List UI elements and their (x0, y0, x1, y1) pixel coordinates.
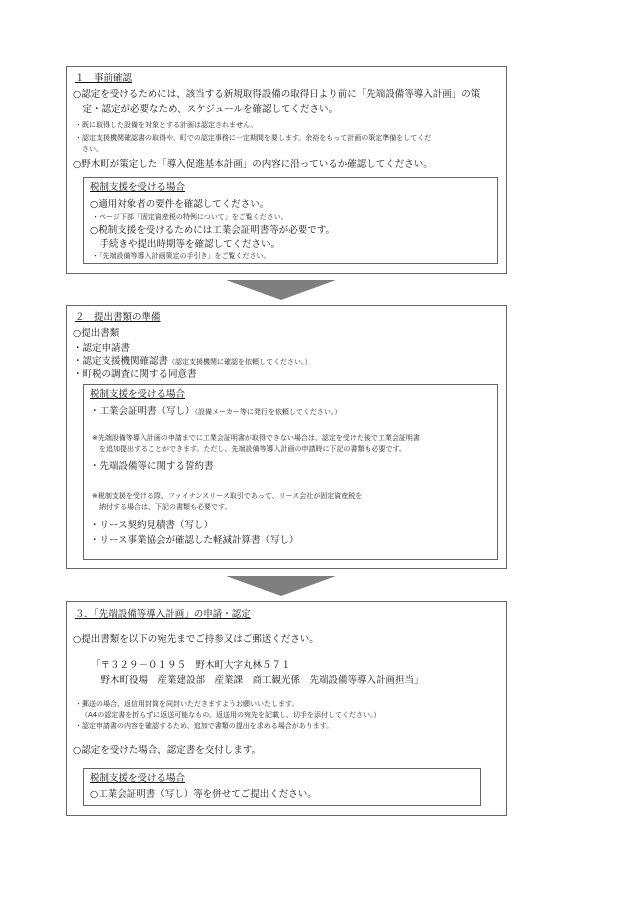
s3-paragraph-2: ○認定を受けた場合、認定書を交付します。 (73, 745, 262, 756)
down-arrow-1-shape (226, 280, 336, 300)
s1-tax-item-1: ○適用対象者の要件を確認してください。 (90, 199, 270, 210)
section-3-heading: ３．「先端設備等導入計画」の申請・認定 (75, 609, 251, 620)
s2-tax-note-2-line-1: ※税制支援を受ける際、ファイナンスリース取引であって、リース会社が固定資産税を (92, 492, 363, 500)
s2-tax-item-3: ・リース契約見積書（写し） (90, 520, 214, 531)
s2-tax-item-2: ・先端設備等に関する誓約書 (90, 461, 214, 472)
s2-tax-item-4: ・リース事業協会が確認した軽減計算書（写し） (90, 535, 299, 546)
s1-note-1: ・既に取得した設備を対象とする計画は認定されません。 (75, 121, 258, 129)
s1-paragraph-1-line-2: 定・認定が必要なため、スケジュールを確認してください。 (73, 104, 339, 115)
s2-paragraph-1: ○提出書類 (73, 328, 120, 339)
s2-bullet-2 (73, 357, 312, 367)
s1-tax-item-2-line-2: 手続きや提出時期等を確認してください。 (90, 239, 281, 250)
s2-tax-item-1-label: ・工業会証明書（写し） (90, 406, 195, 417)
s2-tax-heading: 税制支援を受ける場合 (90, 389, 186, 400)
s3-address-line-2: 野木町役場 産業建設部 産業課 商工観光係 先端設備等導入計画担当」 (91, 675, 424, 686)
s3-note-1b: （A4の認定書を折らずに返送可能なもの。返送用の宛先を記載し、切手を添付してください。） (81, 711, 381, 719)
s3-paragraph-1: ○提出書類を以下の宛先までご持参又はご郵送ください。 (73, 634, 319, 645)
s3-note-1: ・郵送の場合、返信用封筒を同封いただきますようお願いいたします。 (75, 700, 299, 708)
section-2-box (66, 305, 507, 569)
s2-tax-box (83, 384, 498, 560)
section-3-box (66, 601, 507, 816)
s2-tax-note-2-line-2: 納付する場合は、下記の書類も必要です。 (92, 503, 232, 511)
s2-bullet-2-note: （認定支援機関に確認を依頼してください。） (168, 358, 312, 366)
s1-tax-item-1-note: ・ページ下部「固定資産税の特例について」をご覧ください。 (92, 213, 288, 221)
s3-tax-item-1: ○工業会証明書（写し）等を併せてご提出ください。 (90, 789, 317, 800)
s1-paragraph-2: ○野木町が策定した「導入促進基本計画」の内容に沿っているか確認してください。 (73, 159, 433, 170)
s1-tax-heading: 税制支援を受ける場合 (90, 182, 186, 193)
down-arrow-1 (226, 280, 336, 300)
down-arrow-2 (226, 576, 336, 596)
s1-note-2-line-2: さい。 (75, 145, 103, 153)
section-2-heading: ２ 提出書類の準備 (75, 312, 161, 323)
s1-paragraph-1-line-1: ○認定を受けるためには、該当する新規取得設備の取得日より前に「先端設備等導入計画」の策 (73, 89, 481, 100)
s1-note-2-line-1: ・認定支援機関確認書の取得や、町での認定事務に一定期間を要します。余裕をもって計画の策定準備をしてくだ (75, 134, 432, 142)
s2-tax-item-1-note: （設備メーカー等に発行を依頼してください。） (194, 408, 342, 416)
s2-bullet-3: ・町税の調査に関する同意書 (73, 369, 197, 380)
section-1-box (66, 66, 507, 274)
s3-address-line-1: 「〒３２９－０１９５ 野木町大字丸林５７１ (91, 660, 291, 671)
s1-tax-box (83, 177, 498, 264)
s1-tax-item-2-line-1: ○税制支援を受けるためには工業会証明書等が必要です。 (90, 225, 336, 236)
s2-tax-note-1-line-1: ※先端設備等導入計画の申請までに工業会証明書が取得できない場合は、認定を受けた後で工業会証明書 (92, 434, 420, 442)
s3-tax-box (83, 768, 481, 806)
s1-tax-item-2-note: ・「先端設備等導入計画策定の手引き」をご覧ください。 (92, 252, 271, 260)
s2-bullet-2-label: ・認定支援機関確認書 (73, 356, 169, 367)
section-1-heading: １ 事前確認 (75, 73, 133, 84)
s2-tax-item-1 (90, 407, 341, 417)
s3-note-2: ・認定申請書の内容を確認するため、追加で書類の提出を求める場合があります。 (75, 722, 334, 730)
s2-bullet-1: ・認定申請書 (73, 343, 131, 354)
s3-tax-heading: 税制支援を受ける場合 (90, 773, 186, 784)
s2-tax-note-1-line-2: を追加提出することができます。ただし、先端設備等導入計画の申請時に下記の書類も必要です。 (92, 445, 406, 453)
down-arrow-2-shape (226, 576, 336, 596)
